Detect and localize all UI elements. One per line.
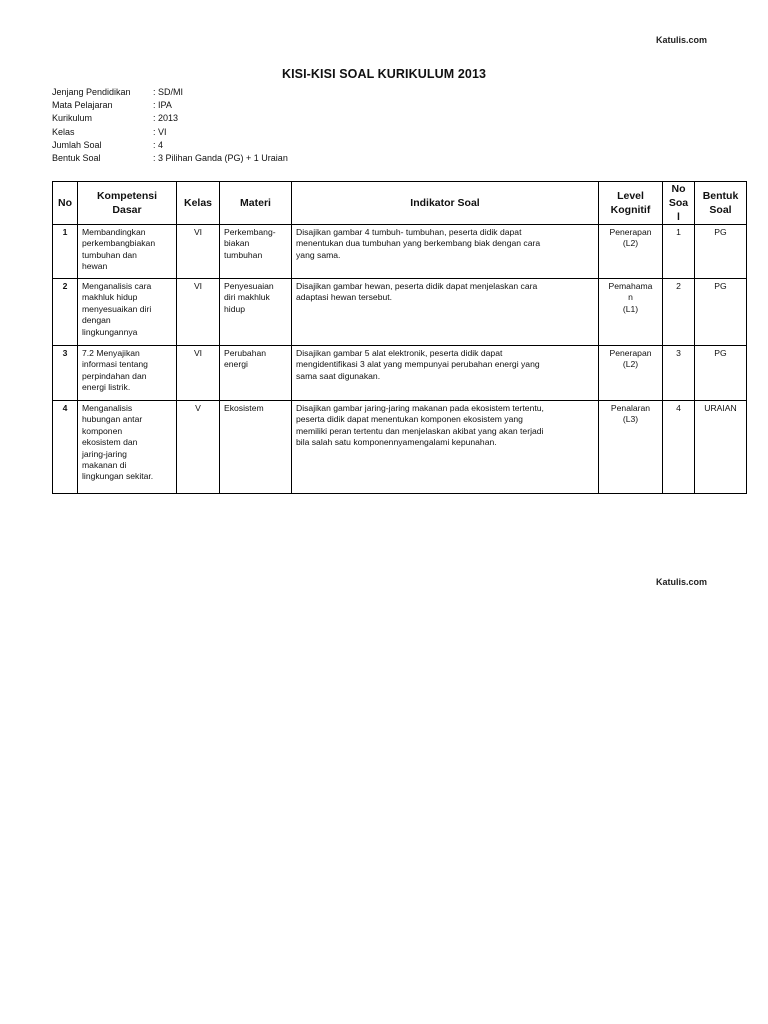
kisi-kisi-table [52, 181, 747, 494]
cell-materi: Ekosistem [220, 401, 292, 494]
cell-no-soal: 3 [663, 346, 695, 401]
meta-value: : SD/MI [153, 87, 184, 97]
cell-kompetensi-dasar: Menganalisis hubungan antar komponen ekosistem dan jaring-jaring makanan di lingkungan sekitar. [78, 401, 177, 494]
document-metadata [52, 86, 288, 165]
cell-materi: Penyesuaian diri makhluk hidup [220, 279, 292, 346]
cell-bentuk: PG [695, 279, 747, 346]
cell-no-soal: 2 [663, 279, 695, 346]
meta-value: : 4 [153, 139, 164, 150]
table-row [53, 346, 747, 401]
meta-label: Kelas [52, 126, 75, 137]
meta-value: : IPA [153, 100, 172, 111]
cell-no-soal: 1 [663, 225, 695, 279]
meta-label: Jumlah Soal [52, 139, 102, 150]
meta-label: Jenjang Pendidikan [52, 87, 131, 97]
meta-value: : VI [153, 126, 167, 137]
cell-bentuk: URAIAN [695, 401, 747, 494]
header-no: No [53, 182, 78, 225]
meta-label: Kurikulum [52, 113, 93, 124]
meta-label: Mata Pelajaran [52, 100, 113, 111]
meta-row-mapel [52, 99, 288, 112]
cell-kompetensi-dasar: Menganalisis cara makhluk hidup menyesuaikan diri dengan lingkungannya [78, 279, 177, 346]
cell-kompetensi-dasar: 7.2 Menyajikan informasi tentang perpindahan dan energi listrik. [78, 346, 177, 401]
site-watermark-bottom: Katulis.com [656, 577, 708, 587]
cell-materi: Perkembang- biakan tumbuhan [220, 225, 292, 279]
meta-label: Bentuk Soal [52, 153, 101, 164]
cell-level: Penerapan (L2) [599, 346, 663, 401]
header-level-kognitif: Level Kognitif [599, 182, 663, 225]
cell-kelas: V [177, 401, 220, 494]
meta-value: : 2013 [153, 113, 179, 124]
cell-no: 3 [53, 346, 78, 401]
cell-indikator: Disajikan gambar 5 alat elektronik, peserta didik dapat mengidentifikasi 3 alat yang mempunyai perubahan energi yang sama saat digunakan. [292, 346, 599, 401]
cell-bentuk: PG [695, 225, 747, 279]
cell-level: Pemahama n (L1) [599, 279, 663, 346]
table-row [53, 279, 747, 346]
meta-row-kelas [52, 126, 288, 139]
cell-no: 2 [53, 279, 78, 346]
header-materi: Materi [220, 182, 292, 225]
site-watermark-top: Katulis.com [656, 35, 708, 45]
cell-bentuk: PG [695, 346, 747, 401]
header-kelas: Kelas [177, 182, 220, 225]
cell-level: Penalaran (L3) [599, 401, 663, 494]
page-title: KISI-KISI SOAL KURIKULUM 2013 [281, 67, 487, 81]
table-row [53, 401, 747, 494]
header-kompetensi-dasar: Kompetensi Dasar [78, 182, 177, 225]
header-bentuk-soal: Bentuk Soal [695, 182, 747, 225]
cell-indikator: Disajikan gambar 4 tumbuh- tumbuhan, peserta didik dapat menentukan dua tumbuhan yang berkembang biak dengan cara yang sama. [292, 225, 599, 279]
cell-indikator: Disajikan gambar hewan, peserta didik dapat menjelaskan cara adaptasi hewan tersebut. [292, 279, 599, 346]
meta-value: : 3 Pilihan Ganda (PG) + 1 Uraian [153, 153, 288, 164]
meta-row-bentuk-soal [52, 152, 288, 165]
cell-materi: Perubahan energi [220, 346, 292, 401]
cell-no: 1 [53, 225, 78, 279]
cell-kelas: VI [177, 279, 220, 346]
meta-row-jumlah-soal [52, 139, 288, 152]
cell-level: Penerapan (L2) [599, 225, 663, 279]
cell-kelas: VI [177, 346, 220, 401]
cell-kompetensi-dasar: Membandingkan perkembangbiakan tumbuhan dan hewan [78, 225, 177, 279]
table-header-row [53, 182, 747, 225]
cell-kelas: VI [177, 225, 220, 279]
table-row [53, 225, 747, 279]
cell-no: 4 [53, 401, 78, 494]
meta-row-jenjang [52, 86, 288, 99]
header-indikator-soal: Indikator Soal [292, 182, 599, 225]
meta-row-kurikulum [52, 112, 288, 125]
cell-no-soal: 4 [663, 401, 695, 494]
header-no-soal: No Soa l [663, 182, 695, 225]
cell-indikator: Disajikan gambar jaring-jaring makanan pada ekosistem tertentu, peserta didik dapat menentukan komponen ekosistem yang memiliki peran tertentu dan menjelaskan akibat yang akan terjadi bila salah satu komponennyamengalami kepunahan. [292, 401, 599, 494]
